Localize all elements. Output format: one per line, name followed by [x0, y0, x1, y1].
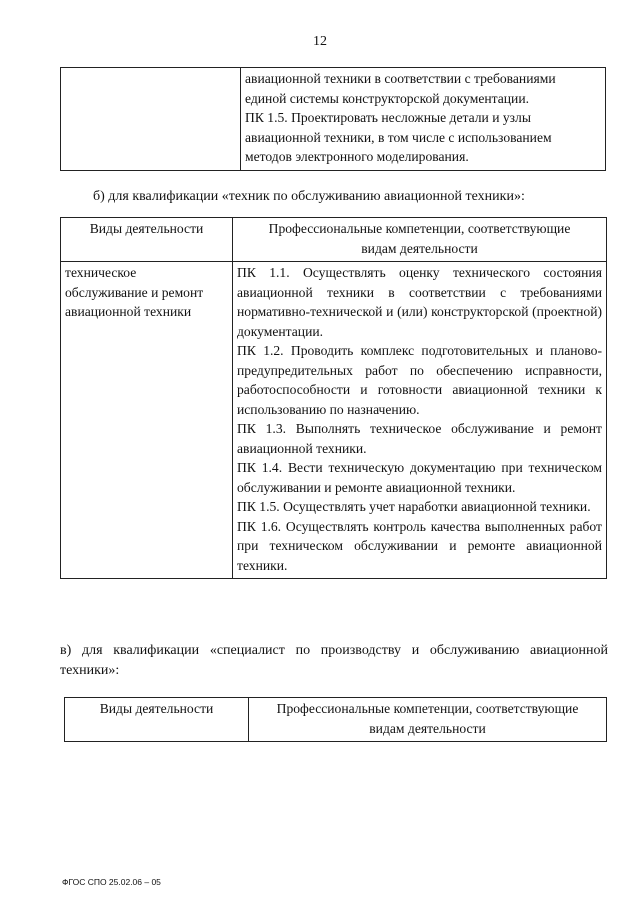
- document-footer: ФГОС СПО 25.02.06 – 05: [62, 877, 161, 887]
- header-line: Профессиональные компетенции, соответствующие: [276, 701, 579, 716]
- competencies-cell: [233, 262, 607, 579]
- header-activities: Виды деятельности: [61, 218, 233, 262]
- header-line: видам деятельности: [361, 240, 478, 256]
- section-b-label: б) для квалификации «техник по обслуживанию авиационной техники»:: [93, 189, 525, 204]
- page-number: 12: [313, 34, 327, 49]
- table-header-row: [61, 218, 607, 262]
- text-line: единой системы конструкторской документации.: [245, 90, 529, 106]
- competency-pk-1-6: ПК 1.6. Осуществлять контроль качества выполненных работ при техническом обслуживании и ремонте авиационной техники.: [237, 518, 602, 573]
- empty-cell: [61, 68, 241, 171]
- text-line: методов электронного моделирования.: [245, 149, 469, 164]
- header-line: Профессиональные компетенции, соответствующие: [268, 221, 571, 236]
- header-line: видам деятельности: [369, 720, 486, 736]
- table-row: [61, 68, 606, 171]
- text-line: авиационной техники в соответствии с требованиями: [245, 71, 556, 86]
- qualification-table-b: [60, 217, 607, 579]
- text-line: авиационной техники, в том числе с использованием: [245, 129, 552, 145]
- header-activities: Виды деятельности: [65, 698, 249, 742]
- text-line: ПК 1.5. Проектировать несложные детали и узлы: [245, 110, 531, 125]
- competency-pk-1-2: ПК 1.2. Проводить комплекс подготовительных и планово-предупредительных работ по обеспечению исправности, работоспособности и готовности авиационной техники к использованию по назначению.: [237, 343, 602, 417]
- competency-pk-1-4: ПК 1.4. Вести техническую документацию при техническом обслуживании и ремонте авиационной техники.: [237, 460, 602, 495]
- table-header-row: [65, 698, 607, 742]
- competency-pk-1-3: ПК 1.3. Выполнять техническое обслуживание и ремонт авиационной техники.: [237, 421, 602, 456]
- activity-line: техническое: [65, 265, 137, 280]
- activity-line: обслуживание и ремонт: [65, 284, 204, 300]
- section-v-label: в) для квалификации «специалист по производству и обслуживанию авиационной техники»:: [60, 643, 608, 678]
- header-competencies: [249, 698, 607, 742]
- header-competencies: [233, 218, 607, 262]
- activity-line: авиационной техники: [65, 304, 192, 319]
- table-row: [61, 262, 607, 579]
- competency-cell: [241, 68, 606, 171]
- competency-pk-1-1: ПК 1.1. Осуществлять оценку технического состояния авиационной техники в соответствии с требованиями нормативно-технической и (или) конструкторской (проектной) документации.: [237, 265, 602, 339]
- activity-cell: [61, 262, 233, 579]
- qualification-table-v: [64, 697, 607, 742]
- continued-table: [60, 67, 606, 171]
- competency-pk-1-5: ПК 1.5. Осуществлять учет наработки авиационной техники.: [237, 499, 591, 514]
